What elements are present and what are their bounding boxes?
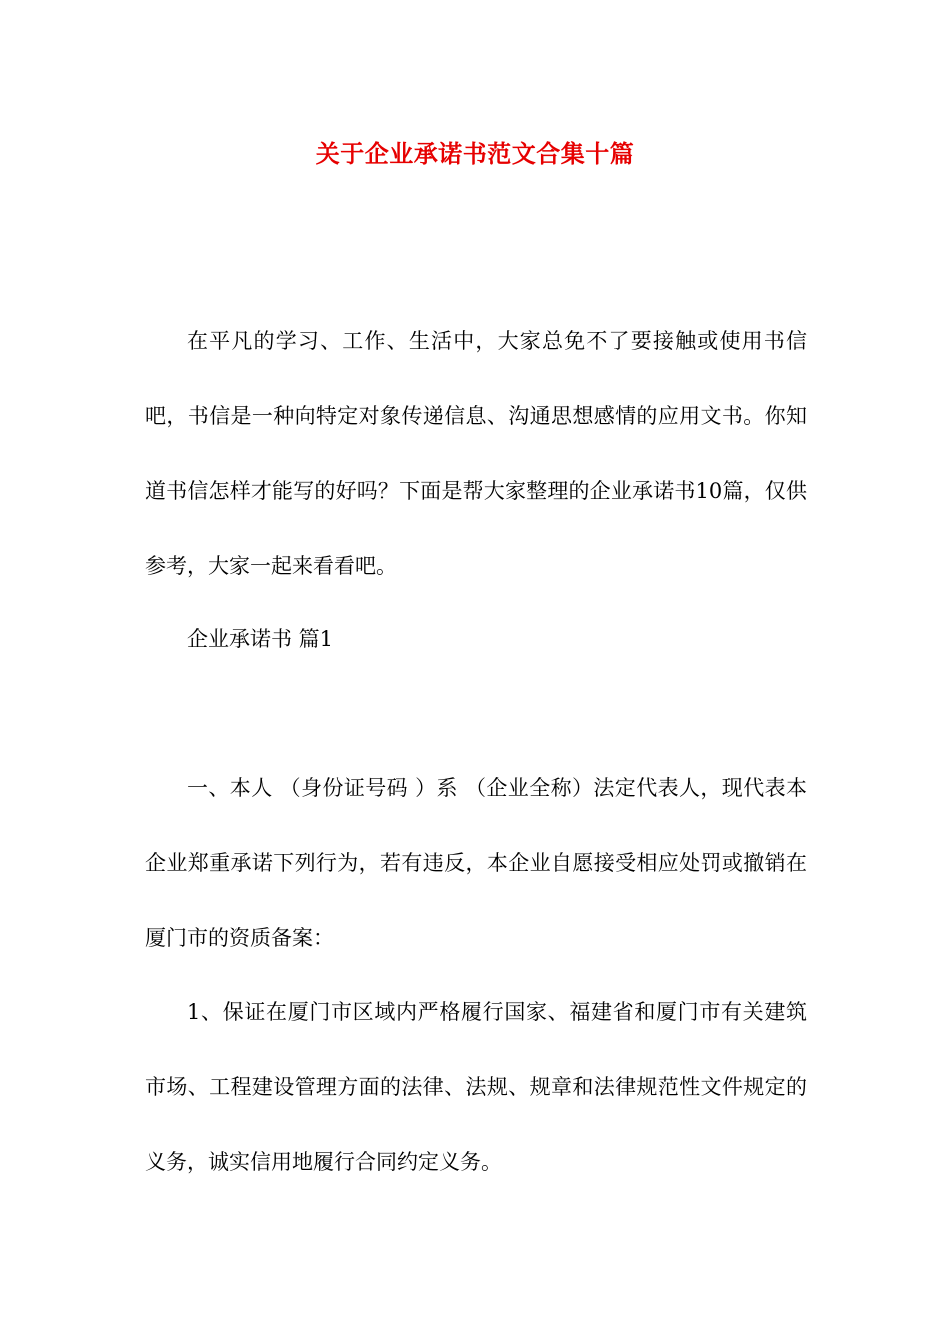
document-title: 关于企业承诺书范文合集十篇 xyxy=(315,139,635,168)
item-paragraph: 1、保证在厦门市区域内严格履行国家、福建省和厦门市有关建筑市场、工程建设管理方面的法律、法规、规章和法律规范性文件规定的义务，诚实信用地履行合同约定义务。 xyxy=(145,1000,807,1174)
section-heading: 企业承诺书 篇1 xyxy=(187,627,334,651)
intro-paragraph: 在平凡的学习、工作、生活中，大家总免不了要接触或使用书信吧，书信是一种向特定对象传递信息、沟通思想感情的应用文书。你知道书信怎样才能写的好吗？下面是帮大家整理的企业承诺书10篇，仅供参考，大家一起来看看吧。 xyxy=(145,329,807,578)
clause-paragraph: 一、本人 （身份证号码 ）系 （企业全称）法定代表人，现代表本企业郑重承诺下列行为，若有违反，本企业自愿接受相应处罚或撤销在厦门市的资质备案： xyxy=(145,776,807,950)
